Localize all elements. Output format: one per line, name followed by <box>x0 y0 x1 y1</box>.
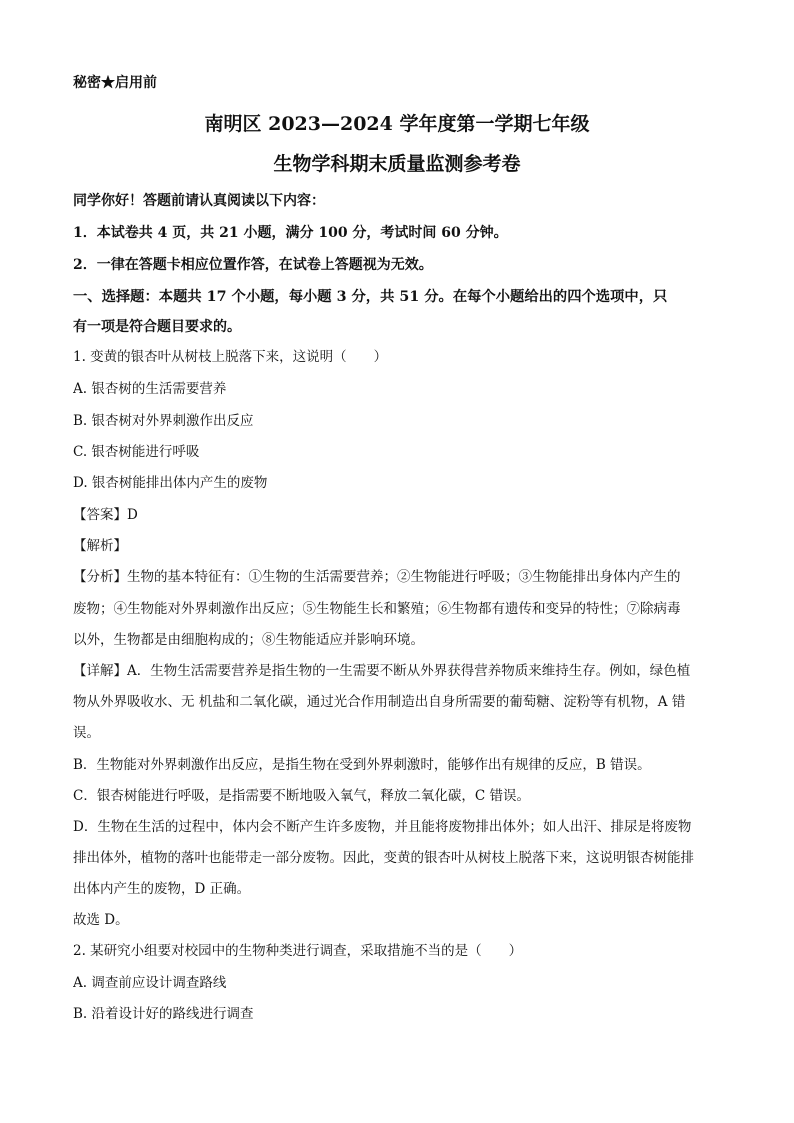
q2-option-a: A. 调查前应设计调查路线 <box>73 975 227 991</box>
q1-detail-line: C．银杏树能进行呼吸，是指需要不断地吸入氧气，释放二氧化碳，C 错误。 <box>73 788 530 804</box>
confidential-mark: 秘密★启用前 <box>73 75 157 91</box>
q1-detail-line: 物从外界吸收水、无 机盐和二氧化碳，通过光合作用制造出自身所需要的葡萄糖、淀粉等有机物，A 错 <box>73 694 686 710</box>
q1-option-d: D. 银杏树能排出体内产生的废物 <box>73 475 268 491</box>
q1-analysis-line: 以外，生物都是由细胞构成的；⑧生物能适应并影响环境。 <box>73 632 424 648</box>
q1-analysis-line: 废物；④生物能对外界刺激作出反应；⑤生物能生长和繁殖；⑥生物都有遗传和变异的特性；⑦除病毒 <box>73 601 681 617</box>
q1-detail-line: 【详解】A．生物生活需要营养是指生物的一生需要不断从外界获得营养物质来维持生存。例如，绿色植 <box>73 663 691 679</box>
q1-option-c: C. 银杏树能进行呼吸 <box>73 444 200 460</box>
q1-detail-line: 故选 D。 <box>73 912 129 928</box>
q1-detail-line: B．生物能对外界刺激作出反应，是指生物在受到外界刺激时，能够作出有规律的反应，B 错误。 <box>73 757 651 773</box>
instruction-item-1: 1．本试卷共 4 页，共 21 小题，满分 100 分，考试时间 60 分钟。 <box>73 225 508 241</box>
q1-detail-line: 误。 <box>73 725 100 741</box>
q1-detail-line: D．生物在生活的过程中，体内会不断产生许多废物，并且能将废物排出体外；如人出汗、排尿是将废物 <box>73 819 692 835</box>
q1-answer: 【答案】D <box>73 507 138 523</box>
exam-title-line1: 南明区 2023—2024 学年度第一学期七年级 <box>204 113 590 135</box>
q2-option-b: B. 沿着设计好的路线进行调查 <box>73 1006 254 1022</box>
instructions-greeting: 同学你好！答题前请认真阅读以下内容： <box>73 193 325 209</box>
section1-heading-line2: 有一项是符合题目要求的。 <box>73 319 241 335</box>
q1-analysis-label: 【解析】 <box>73 538 127 554</box>
q1-option-b: B. 银杏树对外界刺激作出反应 <box>73 413 254 429</box>
instruction-item-2: 2．一律在答题卡相应位置作答，在试卷上答题视为无效。 <box>73 257 433 273</box>
q1-analysis-line: 【分析】生物的基本特征有：①生物的生活需要营养；②生物能进行呼吸；③生物能排出身体内产生的 <box>73 569 681 585</box>
q1-stem: 1. 变黄的银杏叶从树枝上脱落下来，这说明（ ） <box>73 349 388 365</box>
q1-option-a: A. 银杏树的生活需要营养 <box>73 381 227 397</box>
q2-stem: 2. 某研究小组要对校园中的生物种类进行调查，采取措施不当的是（ ） <box>73 943 523 959</box>
q1-detail-line: 出体内产生的废物，D 正确。 <box>73 881 251 897</box>
section1-heading-line1: 一、选择题：本题共 17 个小题，每小题 3 分，共 51 分。在每个小题给出的四个选项中，只 <box>73 289 668 305</box>
q1-detail-line: 排出体外，植物的落叶也能带走一部分废物。因此，变黄的银杏叶从树枝上脱落下来，这说明银杏树能排 <box>73 850 694 866</box>
exam-title-line2: 生物学科期末质量监测参考卷 <box>273 153 521 175</box>
